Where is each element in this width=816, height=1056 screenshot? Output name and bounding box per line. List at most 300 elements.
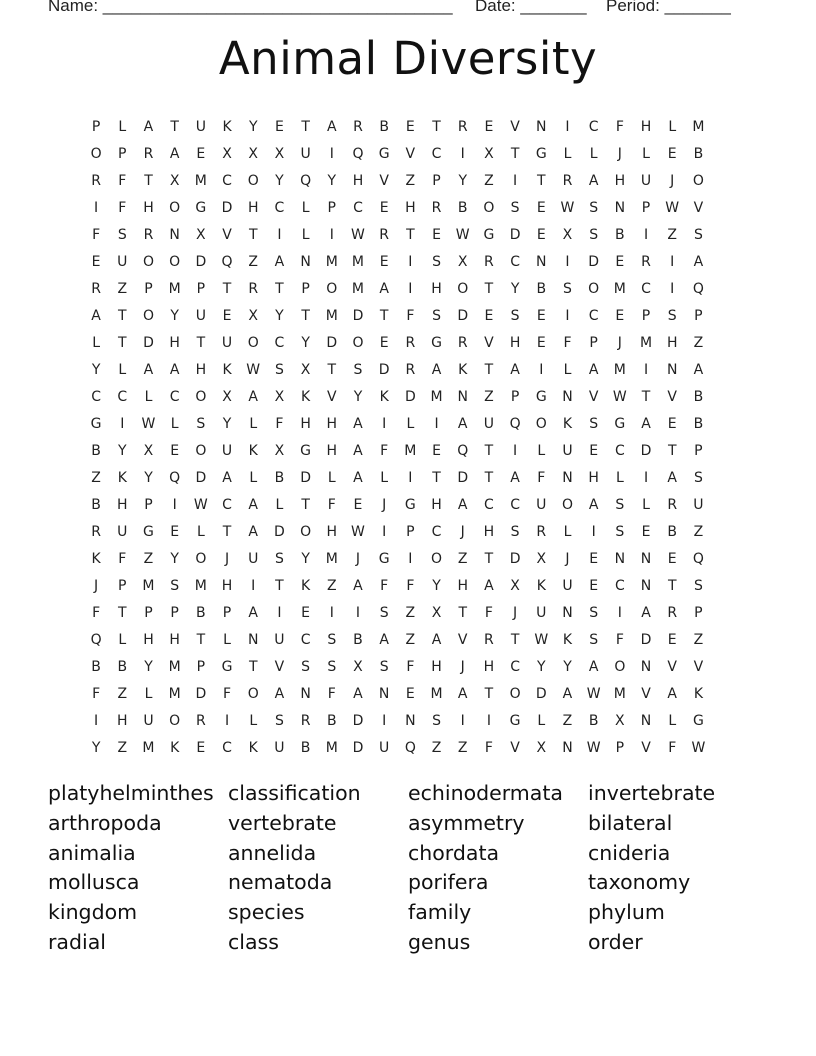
grid-letter: C (510, 497, 520, 513)
grid-letter: T (484, 443, 494, 459)
grid-letter: M (325, 740, 338, 756)
grid-letter: L (642, 497, 650, 513)
grid-letter: E (196, 740, 206, 756)
grid-letter: R (379, 227, 390, 243)
grid-letter: L (563, 362, 572, 378)
grid-letter: J (460, 524, 465, 540)
grid-letter: I (329, 605, 334, 621)
grid-letter: C (222, 740, 232, 756)
grid-letter: S (510, 524, 520, 540)
grid-letter: D (352, 740, 364, 756)
grid-letter: L (249, 416, 258, 432)
grid-letter: Z (431, 740, 442, 756)
grid-row (83, 249, 712, 276)
grid-letter: P (589, 335, 598, 351)
grid-letter: E (379, 335, 389, 351)
grid-letter: S (667, 308, 677, 324)
grid-letter: A (326, 119, 337, 135)
grid-letter: O (535, 416, 547, 432)
grid-letter: B (353, 632, 363, 648)
grid-letter: G (535, 389, 547, 405)
grid-letter: K (117, 470, 127, 486)
grid-letter: Y (275, 308, 284, 324)
grid-letter: O (247, 173, 259, 189)
grid-letter: I (329, 227, 334, 243)
grid-letter: M (325, 551, 338, 567)
grid-row (83, 708, 712, 735)
grid-letter: T (458, 605, 467, 621)
grid-letter: E (667, 416, 677, 432)
word-bank-item: porifera (408, 870, 489, 895)
grid-letter: N (640, 551, 652, 567)
grid-letter: L (380, 470, 389, 486)
word-bank-item: asymmetry (408, 810, 525, 835)
grid-letter: N (405, 713, 416, 729)
grid-letter: T (406, 227, 415, 243)
grid-letter: P (406, 524, 415, 540)
grid-letter: S (510, 200, 520, 216)
grid-letter: X (274, 443, 285, 459)
grid-letter: R (91, 173, 101, 189)
grid-letter: Q (457, 443, 469, 459)
grid-letter: A (588, 659, 599, 675)
word-bank-item: arthropoda (48, 810, 162, 835)
grid-letter: V (693, 200, 704, 216)
grid-letter: U (300, 146, 311, 162)
grid-letter: T (510, 632, 520, 648)
grid-letter: W (612, 389, 627, 405)
grid-letter: S (589, 200, 599, 216)
grid-letter: L (668, 713, 677, 729)
grid-letter: R (405, 335, 416, 351)
grid-row (83, 411, 712, 438)
grid-letter: I (591, 524, 596, 540)
header-fields (48, 0, 748, 20)
grid-letter: M (168, 659, 181, 675)
grid-letter: I (460, 146, 465, 162)
grid-letter: T (222, 281, 232, 297)
grid-row (83, 681, 712, 708)
grid-letter: T (275, 281, 284, 297)
grid-letter: E (432, 227, 441, 243)
grid-letter: O (614, 659, 626, 675)
grid-letter: A (274, 254, 285, 270)
grid-letter: O (457, 281, 469, 297)
word-bank (48, 779, 768, 958)
grid-row (83, 141, 712, 168)
grid-letter: M (142, 578, 155, 594)
grid-letter: K (301, 389, 311, 405)
grid-letter: E (196, 146, 206, 162)
grid-letter: F (380, 443, 389, 459)
grid-letter: L (118, 362, 127, 378)
grid-letter: E (484, 308, 494, 324)
grid-letter: M (613, 281, 626, 297)
grid-letter: V (510, 119, 520, 135)
grid-letter: V (641, 686, 651, 702)
grid-row (83, 384, 712, 411)
grid-letter: D (457, 308, 469, 324)
grid-letter: H (457, 578, 468, 594)
date-field-label: Date: _______ (475, 0, 587, 15)
grid-letter: X (562, 227, 573, 243)
word-bank-item: animalia (48, 840, 136, 865)
grid-letter: B (326, 713, 337, 729)
grid-letter: A (641, 416, 651, 432)
grid-letter: I (329, 146, 334, 162)
grid-letter: T (537, 173, 546, 189)
grid-letter: H (117, 497, 128, 513)
word-bank-item: family (408, 900, 472, 925)
grid-letter: M (692, 119, 705, 135)
grid-letter: Z (405, 605, 416, 621)
grid-letter: M (325, 308, 338, 324)
grid-letter: O (247, 335, 259, 351)
grid-letter: A (248, 497, 258, 513)
grid-letter: Y (118, 443, 127, 459)
grid-letter: Y (91, 362, 101, 378)
grid-letter: G (300, 443, 312, 459)
grid-letter: M (613, 686, 626, 702)
grid-letter: T (248, 659, 258, 675)
grid-letter: L (144, 389, 153, 405)
grid-letter: G (614, 416, 626, 432)
grid-letter: T (196, 335, 206, 351)
grid-letter: E (301, 605, 311, 621)
grid-letter: K (562, 632, 573, 648)
grid-letter: P (327, 200, 336, 216)
grid-letter: L (406, 416, 415, 432)
grid-letter: Y (537, 659, 546, 675)
grid-letter: A (222, 470, 232, 486)
grid-letter: M (194, 173, 207, 189)
grid-letter: N (457, 389, 468, 405)
grid-letter: A (562, 686, 573, 702)
grid-letter: L (223, 632, 231, 648)
grid-letter: E (589, 578, 599, 594)
grid-letter: L (92, 335, 100, 351)
period-field-label: Period: _______ (606, 0, 731, 15)
grid-letter: J (670, 173, 675, 189)
grid-letter: C (484, 497, 494, 513)
grid-letter: Q (90, 632, 102, 648)
grid-letter: V (588, 389, 599, 405)
grid-letter: I (408, 470, 413, 486)
grid-row (83, 519, 712, 546)
grid-letter: Q (692, 551, 704, 567)
grid-letter: X (457, 254, 468, 270)
grid-letter: N (536, 119, 547, 135)
grid-letter: S (379, 605, 389, 621)
grid-letter: T (248, 227, 258, 243)
grid-letter: V (222, 227, 232, 243)
grid-letter: C (614, 443, 625, 459)
grid-letter: T (484, 686, 494, 702)
grid-letter: H (117, 713, 128, 729)
grid-letter: S (301, 659, 311, 675)
grid-letter: A (143, 119, 154, 135)
grid-letter: O (247, 686, 259, 702)
grid-letter: S (432, 254, 441, 270)
grid-letter: E (432, 443, 441, 459)
grid-letter: A (431, 632, 442, 648)
grid-letter: F (118, 173, 127, 189)
grid-letter: F (537, 470, 546, 486)
grid-letter: C (91, 389, 101, 405)
grid-letter: A (379, 632, 389, 648)
word-bank-item: class (228, 929, 279, 954)
grid-letter: T (432, 470, 441, 486)
grid-letter: Y (327, 173, 337, 189)
grid-letter: K (379, 389, 389, 405)
grid-letter: I (224, 713, 230, 729)
grid-letter: G (509, 713, 521, 729)
grid-letter: H (326, 524, 338, 540)
grid-letter: A (91, 308, 101, 324)
grid-letter: W (665, 200, 680, 216)
grid-letter: H (431, 659, 442, 675)
grid-letter: Y (170, 308, 179, 324)
grid-letter: G (378, 551, 390, 567)
grid-row (83, 627, 712, 654)
grid-letter: M (142, 740, 155, 756)
grid-letter: V (274, 659, 285, 675)
grid-letter: A (248, 605, 258, 621)
grid-letter: C (614, 578, 625, 594)
grid-letter: E (641, 524, 651, 540)
grid-letter: F (406, 578, 415, 594)
grid-letter: W (246, 362, 261, 378)
grid-letter: T (222, 524, 232, 540)
grid-letter: U (274, 740, 285, 756)
grid-letter: O (509, 686, 521, 702)
grid-letter: A (510, 362, 520, 378)
grid-letter: T (379, 308, 389, 324)
grid-letter: M (168, 281, 181, 297)
grid-letter: A (431, 362, 442, 378)
grid-letter: B (693, 146, 704, 162)
grid-letter: T (118, 605, 127, 621)
grid-letter: D (457, 470, 469, 486)
grid-letter: B (91, 659, 101, 675)
grid-letter: L (563, 524, 572, 540)
grid-letter: I (565, 308, 570, 324)
grid-letter: D (300, 470, 311, 486)
grid-letter: F (615, 119, 624, 135)
word-bank-item: genus (408, 929, 471, 954)
grid-letter: E (379, 200, 389, 216)
grid-row (83, 492, 712, 519)
grid-letter: W (691, 740, 706, 756)
grid-letter: D (378, 362, 390, 378)
grid-letter: G (404, 497, 416, 513)
grid-letter: J (224, 551, 230, 567)
grid-letter: T (170, 119, 179, 135)
grid-row (83, 546, 712, 573)
grid-letter: E (353, 497, 363, 513)
grid-letter: I (94, 200, 99, 216)
grid-letter: L (537, 443, 546, 459)
grid-letter: N (247, 632, 259, 648)
grid-letter: T (196, 632, 206, 648)
grid-letter: B (457, 200, 468, 216)
grid-letter: D (640, 443, 652, 459)
grid-letter: S (353, 362, 363, 378)
grid-letter: P (144, 605, 153, 621)
grid-letter: E (615, 254, 625, 270)
grid-letter: S (117, 227, 127, 243)
grid-letter: I (408, 254, 413, 270)
word-bank-item: classification (228, 781, 361, 805)
grid-letter: P (170, 605, 179, 621)
grid-letter: V (405, 146, 416, 162)
grid-letter: K (222, 362, 232, 378)
grid-letter: S (615, 524, 625, 540)
grid-letter: S (274, 551, 284, 567)
grid-letter: K (301, 578, 311, 594)
grid-row (83, 168, 712, 195)
grid-letter: E (405, 119, 415, 135)
grid-letter: X (615, 713, 625, 729)
grid-row (83, 303, 712, 330)
grid-letter: P (118, 146, 127, 162)
grid-letter: W (534, 632, 549, 648)
grid-letter: T (327, 362, 337, 378)
grid-letter: U (640, 173, 652, 189)
grid-row (83, 465, 712, 492)
grid-letter: X (510, 578, 520, 594)
grid-letter: R (667, 605, 678, 621)
grid-letter: D (640, 632, 652, 648)
grid-letter: O (195, 443, 207, 459)
grid-letter: V (641, 740, 651, 756)
grid-letter: K (458, 362, 468, 378)
grid-letter: A (667, 470, 677, 486)
grid-letter: T (510, 146, 520, 162)
grid-letter: O (300, 524, 312, 540)
grid-letter: L (615, 470, 624, 486)
grid-letter: Y (248, 119, 258, 135)
grid-letter: P (615, 740, 625, 756)
grid-letter: H (405, 200, 416, 216)
grid-letter: C (588, 119, 599, 135)
grid-letter: P (144, 497, 153, 513)
grid-letter: Y (353, 389, 363, 405)
grid-letter: F (327, 497, 336, 513)
grid-letter: U (143, 713, 154, 729)
grid-letter: H (326, 443, 338, 459)
grid-letter: O (169, 713, 181, 729)
grid-letter: F (92, 227, 101, 243)
grid-letter: Z (667, 227, 678, 243)
grid-letter: R (641, 254, 651, 270)
grid-letter: W (586, 686, 601, 702)
grid-letter: O (588, 281, 600, 297)
grid-letter: A (667, 686, 677, 702)
grid-letter: W (586, 740, 601, 756)
grid-letter: C (510, 254, 520, 270)
grid-row (83, 276, 712, 303)
grid-letter: F (406, 308, 415, 324)
grid-letter: O (142, 254, 154, 270)
grid-letter: I (94, 713, 99, 729)
grid-letter: V (510, 740, 520, 756)
grid-letter: A (457, 686, 468, 702)
grid-letter: D (195, 254, 207, 270)
grid-letter: E (170, 524, 180, 540)
grid-letter: B (693, 416, 704, 432)
grid-letter: A (693, 254, 704, 270)
grid-letter: O (169, 254, 181, 270)
grid-letter: H (143, 200, 154, 216)
grid-letter: O (561, 497, 573, 513)
grid-letter: P (222, 605, 232, 621)
grid-letter: G (431, 335, 442, 351)
grid-letter: S (432, 713, 441, 729)
grid-letter: D (352, 308, 364, 324)
grid-letter: E (536, 200, 546, 216)
grid-letter: H (509, 335, 521, 351)
grid-letter: N (562, 740, 573, 756)
grid-letter: W (141, 416, 156, 432)
grid-letter: Z (484, 389, 494, 405)
grid-letter: O (483, 200, 495, 216)
grid-letter: O (169, 200, 181, 216)
grid-letter: L (589, 146, 598, 162)
grid-letter: L (144, 686, 153, 702)
grid-letter: V (484, 335, 494, 351)
grid-letter: T (484, 470, 494, 486)
grid-letter: I (460, 713, 465, 729)
grid-letter: U (248, 551, 259, 567)
grid-letter: J (617, 335, 622, 351)
grid-letter: T (667, 578, 677, 594)
grid-letter: P (641, 200, 651, 216)
word-bank-item: chordata (408, 840, 500, 865)
grid-letter: L (537, 713, 546, 729)
grid-letter: T (118, 335, 127, 351)
grid-letter: B (615, 227, 625, 243)
grid-letter: B (274, 470, 285, 486)
grid-letter: P (196, 659, 206, 675)
grid-letter: D (195, 470, 207, 486)
grid-letter: H (431, 281, 442, 297)
grid-letter: X (274, 389, 285, 405)
grid-letter: L (118, 119, 127, 135)
grid-row (83, 573, 712, 600)
grid-letter: U (536, 605, 547, 621)
grid-letter: Q (509, 416, 521, 432)
grid-letter: L (327, 470, 336, 486)
grid-letter: Y (222, 416, 232, 432)
grid-letter: T (301, 308, 310, 324)
grid-letter: D (143, 335, 154, 351)
grid-letter: I (643, 227, 649, 243)
grid-letter: V (326, 389, 337, 405)
grid-letter: E (667, 551, 677, 567)
grid-letter: X (300, 362, 311, 378)
grid-letter: P (694, 308, 703, 324)
grid-letter: O (692, 173, 704, 189)
grid-letter: X (536, 551, 547, 567)
grid-letter: X (248, 308, 259, 324)
grid-letter: G (483, 227, 495, 243)
grid-letter: P (118, 578, 127, 594)
grid-letter: G (90, 416, 102, 432)
grid-letter: N (536, 254, 547, 270)
grid-letter: E (405, 686, 415, 702)
name-field-label: Name: _____________________________________ (48, 0, 453, 15)
